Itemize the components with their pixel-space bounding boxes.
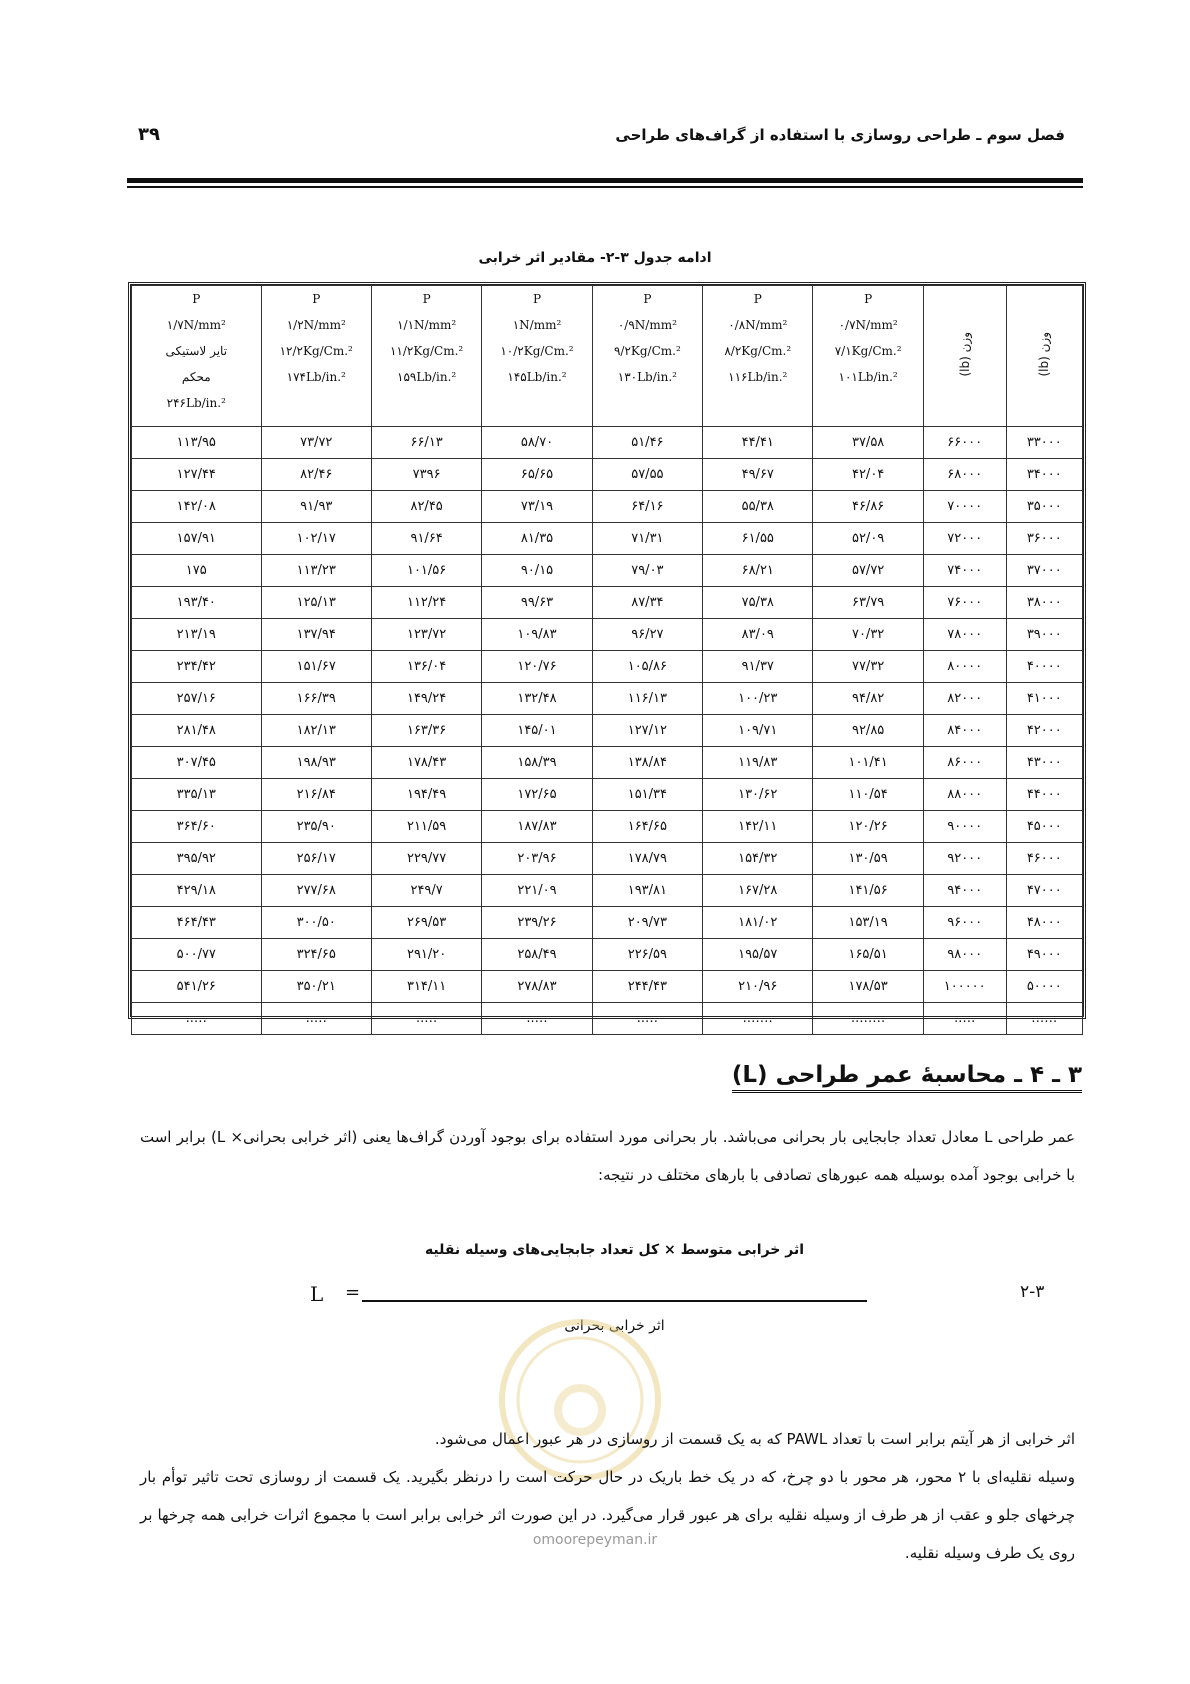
table-cell: ۴۵۰۰۰ xyxy=(1006,811,1082,843)
table-cell: …… xyxy=(1006,1003,1082,1035)
table-cell: ۳۳۰۰۰ xyxy=(1006,427,1082,459)
column-header-line: ۱/۲N/mm² xyxy=(286,318,346,332)
table-cell: ۱۲۳/۷۲ xyxy=(371,619,481,651)
table-row xyxy=(132,843,1083,875)
table-cell: ….. xyxy=(482,1003,592,1035)
table-row xyxy=(132,875,1083,907)
column-header-line: ۰/۹N/mm² xyxy=(617,318,677,332)
table-cell: ۷۳/۷۲ xyxy=(261,427,371,459)
table-cell: ۱۶۷/۲۸ xyxy=(703,875,813,907)
column-header-line: ۱۴۵Lb/in.² xyxy=(507,370,567,384)
column-header-line: تایر لاستیکی xyxy=(165,344,228,358)
table-cell: ۱۰۰/۲۳ xyxy=(703,683,813,715)
column-header-line: ۱۱/۲Kg/Cm.² xyxy=(389,344,464,358)
table-row xyxy=(132,811,1083,843)
table-cell: ۴۶۰۰۰ xyxy=(1006,843,1082,875)
column-header-line: P xyxy=(643,292,652,306)
table-cell: ۵۸/۷۰ xyxy=(482,427,592,459)
table-row xyxy=(132,1003,1083,1035)
table-row xyxy=(132,491,1083,523)
table-cell: ۴۹/۶۷ xyxy=(703,459,813,491)
paragraph-intro: عمر طراحی L معادل تعداد جابجایی بار بحرانی می‌باشد. بار بحرانی مورد استفاده برای بوجود آوردن گراف‌ها یعنی (اثر خرابی بحرانی× L) برابر است با خرابی بوجود آمده بوسیله همه عبورهای تصادفی با بارهای مختلف در نتیجه: xyxy=(140,1128,1075,1184)
table-cell: ۱۴۲/۱۱ xyxy=(703,811,813,843)
table-cell: ۱۹۵/۵۷ xyxy=(703,939,813,971)
equation-lhs: L xyxy=(310,1282,324,1306)
column-header-line: P xyxy=(192,292,201,306)
table-cell: ۱۵۷/۹۱ xyxy=(132,523,262,555)
table-cell: ۱۸۱/۰۲ xyxy=(703,907,813,939)
column-header xyxy=(371,286,481,427)
table-cell: ۳۵۰/۲۱ xyxy=(261,971,371,1003)
table-cell: ۵۷/۷۲ xyxy=(813,555,923,587)
table-cell: ۱۵۱/۳۴ xyxy=(592,779,702,811)
table-cell: ۲۰۹/۷۳ xyxy=(592,907,702,939)
table-cell: ۲۴۴/۴۳ xyxy=(592,971,702,1003)
table-cell: ۹۴/۸۲ xyxy=(813,683,923,715)
column-header-line: ۱۷۴Lb/in.² xyxy=(286,370,346,384)
table-cell: ۹۴۰۰۰ xyxy=(923,875,1006,907)
table-cell: ۳۸۰۰۰ xyxy=(1006,587,1082,619)
table-cell: ۷۸۰۰۰ xyxy=(923,619,1006,651)
table-cell: ۲۲۶/۵۹ xyxy=(592,939,702,971)
table-cell: ۴۲۹/۱۸ xyxy=(132,875,262,907)
table-cell: ۴۱۰۰۰ xyxy=(1006,683,1082,715)
equation-number: ۲-۳ xyxy=(1020,1282,1045,1302)
table-cell: ۲۳۹/۲۶ xyxy=(482,907,592,939)
table-cell: ۲۱۱/۵۹ xyxy=(371,811,481,843)
table-cell: ۵۴۱/۲۶ xyxy=(132,971,262,1003)
column-header-line: ۰/۷N/mm² xyxy=(838,318,898,332)
table-cell: ۱۱۰/۵۴ xyxy=(813,779,923,811)
paragraph-vehicle: وسیله نقلیه‌ای با ۲ محور، هر محور با دو چرخ، که در یک خط باریک در حال حرکت است را درنظر بگیرید. یک قسمت از روسازی تحت تاثیر توأم بار چرخهای جلو و عقب از هر طرف از وسیله نقلیه برای هر عبور قرار می‌گیرد. در این صورت اثر خرابی برابر است با مجموع اثرات خرابی همه چرخها بر روی یک طرف وسیله نقلیه. xyxy=(140,1468,1075,1562)
table-cell: ۱۰۰۰۰۰ xyxy=(923,971,1006,1003)
table-row xyxy=(132,523,1083,555)
table-cell: ۹۱/۹۳ xyxy=(261,491,371,523)
table-cell: ۳۹۵/۹۲ xyxy=(132,843,262,875)
table-cell: ۷۳۹۶ xyxy=(371,459,481,491)
damage-table xyxy=(128,282,1086,1026)
column-header xyxy=(1006,286,1082,427)
column-header-line: محکم xyxy=(181,370,211,384)
table-cell: ۴۶/۸۶ xyxy=(813,491,923,523)
table-cell: ۱۲۷/۴۴ xyxy=(132,459,262,491)
table-cell: ۳۰۰/۵۰ xyxy=(261,907,371,939)
table-cell: ۸۸۰۰۰ xyxy=(923,779,1006,811)
table-cell: ۸۰۰۰۰ xyxy=(923,651,1006,683)
table-cell: ۳۶۴/۶۰ xyxy=(132,811,262,843)
table-cell: ۶۱/۵۵ xyxy=(703,523,813,555)
table-body xyxy=(132,427,1083,1035)
table-cell: ۶۶۰۰۰ xyxy=(923,427,1006,459)
table-cell: ۹۲۰۰۰ xyxy=(923,843,1006,875)
table-caption: ادامه جدول ۳-۲- مقادیر اثر خرابی xyxy=(478,250,712,266)
table-cell: ۴۴۰۰۰ xyxy=(1006,779,1082,811)
column-header-line: ۱۳۰Lb/in.² xyxy=(617,370,677,384)
table-cell: ۴۹۰۰۰ xyxy=(1006,939,1082,971)
table-cell: ۲۷۸/۸۳ xyxy=(482,971,592,1003)
table-cell: ۱۱۳/۹۵ xyxy=(132,427,262,459)
table-cell: ۱۳۰/۵۹ xyxy=(813,843,923,875)
table-cell: ۹۹/۶۳ xyxy=(482,587,592,619)
table-cell: ۱۶۳/۳۶ xyxy=(371,715,481,747)
table-cell: ۸۴۰۰۰ xyxy=(923,715,1006,747)
table-cell: ۱۲۰/۲۶ xyxy=(813,811,923,843)
table-cell: ۷۷/۳۲ xyxy=(813,651,923,683)
table-cell: ۲۵۷/۱۶ xyxy=(132,683,262,715)
column-header-line: ۹/۲Kg/Cm.² xyxy=(613,344,681,358)
column-header-line: P xyxy=(864,292,873,306)
table-cell: ۸۲/۴۵ xyxy=(371,491,481,523)
table-cell: ۴۸۰۰۰ xyxy=(1006,907,1082,939)
table-row xyxy=(132,971,1083,1003)
table-cell: ۷۹/۰۳ xyxy=(592,555,702,587)
table-cell: ۳۰۷/۴۵ xyxy=(132,747,262,779)
table-cell: ۷۶۰۰۰ xyxy=(923,587,1006,619)
table-cell: ۳۲۴/۶۵ xyxy=(261,939,371,971)
table-cell: ۲۲۹/۷۷ xyxy=(371,843,481,875)
column-header-line: ۰/۸N/mm² xyxy=(728,318,788,332)
table-cell: ۱۶۵/۵۱ xyxy=(813,939,923,971)
table-cell: ۹۱/۳۷ xyxy=(703,651,813,683)
table-row xyxy=(132,907,1083,939)
table-cell: ۲۸۱/۴۸ xyxy=(132,715,262,747)
table-cell: ۳۳۵/۱۳ xyxy=(132,779,262,811)
table-cell: ۵۷/۵۵ xyxy=(592,459,702,491)
table-row xyxy=(132,459,1083,491)
header-rule-thin xyxy=(127,186,1083,188)
table-header-row xyxy=(132,286,1083,427)
table-cell: ۲۶۹/۵۳ xyxy=(371,907,481,939)
column-header-line: ۷/۱Kg/Cm.² xyxy=(834,344,902,358)
table-cell: ۶۶/۱۳ xyxy=(371,427,481,459)
table-row xyxy=(132,619,1083,651)
table-cell: ۵۲/۰۹ xyxy=(813,523,923,555)
column-header xyxy=(261,286,371,427)
table-cell: ۱۷۸/۷۹ xyxy=(592,843,702,875)
column-header xyxy=(923,286,1006,427)
fraction-bar xyxy=(362,1300,867,1302)
table-cell: ۲۵۸/۴۹ xyxy=(482,939,592,971)
table-cell: ۲۵۶/۱۷ xyxy=(261,843,371,875)
table-row xyxy=(132,747,1083,779)
table-cell: ….. xyxy=(371,1003,481,1035)
table-cell: ۱۳۰/۶۲ xyxy=(703,779,813,811)
table-cell: ۶۸/۲۱ xyxy=(703,555,813,587)
column-header-label: وزن (lb) xyxy=(957,331,972,377)
table-cell: ۹۸۰۰۰ xyxy=(923,939,1006,971)
table-cell: ۳۵۰۰۰ xyxy=(1006,491,1082,523)
table-cell: ۸۲۰۰۰ xyxy=(923,683,1006,715)
table-cell: ۲۱۶/۸۴ xyxy=(261,779,371,811)
section-title: ۳ ـ ۴ ـ محاسبهٔ عمر طراحی (L) xyxy=(732,1062,1082,1093)
chapter-title: فصل سوم ـ طراحی روسازی با استفاده از گراف‌های طراحی xyxy=(615,126,1065,144)
table-cell: ۱۰۲/۱۷ xyxy=(261,523,371,555)
table-cell: ۷۵/۳۸ xyxy=(703,587,813,619)
table-row xyxy=(132,683,1083,715)
table-cell: ۱۰۵/۸۶ xyxy=(592,651,702,683)
table-cell: ۴۲/۰۴ xyxy=(813,459,923,491)
column-header xyxy=(703,286,813,427)
table-cell: ….. xyxy=(592,1003,702,1035)
table-cell: ۹۰۰۰۰ xyxy=(923,811,1006,843)
table-cell: ۴۴/۴۱ xyxy=(703,427,813,459)
table-cell: ۱۴۹/۲۴ xyxy=(371,683,481,715)
table-cell: ۱۵۱/۶۷ xyxy=(261,651,371,683)
table-cell: ……. xyxy=(703,1003,813,1035)
table-cell: ۱۴۲/۰۸ xyxy=(132,491,262,523)
table-cell: ۱۲۰/۷۶ xyxy=(482,651,592,683)
table-cell: ۶۴/۱۶ xyxy=(592,491,702,523)
table-cell: ۱۷۵ xyxy=(132,555,262,587)
table-cell: ….. xyxy=(132,1003,262,1035)
table-cell: ۱۹۳/۸۱ xyxy=(592,875,702,907)
table-cell: ۳۹۰۰۰ xyxy=(1006,619,1082,651)
table-cell: ۳۶۰۰۰ xyxy=(1006,523,1082,555)
table-cell: ۷۱/۳۱ xyxy=(592,523,702,555)
table-cell: ۷۰۰۰۰ xyxy=(923,491,1006,523)
table-cell: ۱۰۹/۸۳ xyxy=(482,619,592,651)
table-cell: ۶۳/۷۹ xyxy=(813,587,923,619)
table-cell: ۲۳۴/۴۲ xyxy=(132,651,262,683)
table-cell: ۱۹۳/۴۰ xyxy=(132,587,262,619)
table-cell: ۸۷/۳۴ xyxy=(592,587,702,619)
table-cell: ۷۳/۱۹ xyxy=(482,491,592,523)
table-cell: ۸۳/۰۹ xyxy=(703,619,813,651)
table-cell: ۸۲/۴۶ xyxy=(261,459,371,491)
table-cell: ۵۰۰/۷۷ xyxy=(132,939,262,971)
table-cell: ۲۳۵/۹۰ xyxy=(261,811,371,843)
table-cell: ۱۰۱/۵۶ xyxy=(371,555,481,587)
column-header-line: ۲۴۶Lb/in.² xyxy=(166,396,226,410)
table-cell: ۴۶۴/۴۳ xyxy=(132,907,262,939)
column-header-line: ۸/۲Kg/Cm.² xyxy=(724,344,792,358)
table-cell: ۱۲۷/۱۲ xyxy=(592,715,702,747)
table-row xyxy=(132,939,1083,971)
table-cell: ۳۱۴/۱۱ xyxy=(371,971,481,1003)
table-cell: ۲۲۱/۰۹ xyxy=(482,875,592,907)
table-cell: ۱۰۱/۴۱ xyxy=(813,747,923,779)
table-cell: ۲۷۷/۶۸ xyxy=(261,875,371,907)
table-cell: ۱۶۶/۳۹ xyxy=(261,683,371,715)
table-row xyxy=(132,555,1083,587)
table-cell: ۱۳۶/۰۴ xyxy=(371,651,481,683)
column-header-line: ۱۱۶Lb/in.² xyxy=(728,370,788,384)
table-row xyxy=(132,715,1083,747)
table-cell: ۲۴۹/۷ xyxy=(371,875,481,907)
table-cell: ۷۴۰۰۰ xyxy=(923,555,1006,587)
table-cell: ۴۳۰۰۰ xyxy=(1006,747,1082,779)
table-cell: ۱۷۸/۵۳ xyxy=(813,971,923,1003)
table-cell: ۷۲۰۰۰ xyxy=(923,523,1006,555)
column-header xyxy=(813,286,923,427)
column-header-line: ۱۰۱Lb/in.² xyxy=(838,370,898,384)
table-row xyxy=(132,587,1083,619)
table-cell: ۹۰/۱۵ xyxy=(482,555,592,587)
table-row xyxy=(132,779,1083,811)
column-header-line: P xyxy=(422,292,431,306)
table-cell: ۱۵۸/۳۹ xyxy=(482,747,592,779)
table-cell: ۶۸۰۰۰ xyxy=(923,459,1006,491)
header-rule xyxy=(127,178,1083,183)
table-cell: ۶۵/۶۵ xyxy=(482,459,592,491)
paragraph-pawl: اثر خرابی از هر آیتم برابر است با تعداد PAWL که به یک قسمت از روسازی در هر عبور اعمال می‌شود. xyxy=(434,1430,1075,1448)
table-cell: ۱۵۳/۱۹ xyxy=(813,907,923,939)
table-cell: ۱۶۴/۶۵ xyxy=(592,811,702,843)
column-header-line: ۱۵۹Lb/in.² xyxy=(397,370,457,384)
table-cell: ۹۶/۲۷ xyxy=(592,619,702,651)
equation-denominator: اثر خرابی بحرانی xyxy=(564,1318,665,1334)
table-cell: ۱۱۶/۱۳ xyxy=(592,683,702,715)
column-header-line: ۱/۱N/mm² xyxy=(397,318,457,332)
column-header-line: P xyxy=(312,292,321,306)
table-cell: ۱۷۲/۶۵ xyxy=(482,779,592,811)
table-cell: ۱۹۸/۹۳ xyxy=(261,747,371,779)
table-cell: ۸۶۰۰۰ xyxy=(923,747,1006,779)
table-cell: ۲۱۰/۹۶ xyxy=(703,971,813,1003)
column-header-line: P xyxy=(532,292,542,306)
table-cell: ۱۴۱/۵۶ xyxy=(813,875,923,907)
table-cell: ۲۹۱/۲۰ xyxy=(371,939,481,971)
table-cell: ۲۱۳/۱۹ xyxy=(132,619,262,651)
table-cell: …….. xyxy=(813,1003,923,1035)
table-cell: ۸۱/۳۵ xyxy=(482,523,592,555)
table-cell: ۱۲۵/۱۳ xyxy=(261,587,371,619)
table-cell: ۱۳۷/۹۴ xyxy=(261,619,371,651)
table-cell: ۷۰/۳۲ xyxy=(813,619,923,651)
table-cell: ۱۸۷/۸۳ xyxy=(482,811,592,843)
table-cell: ۵۵/۳۸ xyxy=(703,491,813,523)
table-cell: ۱۱۳/۲۳ xyxy=(261,555,371,587)
table-cell: ۹۲/۸۵ xyxy=(813,715,923,747)
column-header xyxy=(592,286,702,427)
column-header-line: ۱/۷N/mm² xyxy=(166,318,226,332)
table-cell: ۹۱/۶۴ xyxy=(371,523,481,555)
table-cell: ۴۰۰۰۰ xyxy=(1006,651,1082,683)
watermark-site: omoorepeyman.ir xyxy=(532,1532,658,1548)
table-cell: ۱۰۹/۷۱ xyxy=(703,715,813,747)
table-cell: ….. xyxy=(261,1003,371,1035)
table-cell: ۳۷۰۰۰ xyxy=(1006,555,1082,587)
table-row xyxy=(132,651,1083,683)
table-cell: ۱۸۲/۱۳ xyxy=(261,715,371,747)
table-cell: ۵۱/۴۶ xyxy=(592,427,702,459)
table-cell: ۴۷۰۰۰ xyxy=(1006,875,1082,907)
table-cell: ۱۴۵/۰۱ xyxy=(482,715,592,747)
table-cell: ۱۱۲/۲۴ xyxy=(371,587,481,619)
table-cell: ۱۳۸/۸۴ xyxy=(592,747,702,779)
table-cell: ۳۷/۵۸ xyxy=(813,427,923,459)
table-cell: ۱۹۴/۴۹ xyxy=(371,779,481,811)
equation-equals: = xyxy=(345,1282,361,1303)
page-number: ۳۹ xyxy=(138,124,160,145)
equation-numerator: اثر خرابی متوسط × کل تعداد جابجایی‌های وسیله نقلیه xyxy=(424,1242,805,1258)
table-cell: ۲۰۳/۹۶ xyxy=(482,843,592,875)
column-header-line: ۱N/mm² xyxy=(512,318,562,332)
column-header xyxy=(482,286,592,427)
column-header-label: وزن (lb) xyxy=(1037,331,1052,377)
table-cell: ۱۵۴/۳۲ xyxy=(703,843,813,875)
table-cell: ۹۶۰۰۰ xyxy=(923,907,1006,939)
table-cell: ۵۰۰۰۰ xyxy=(1006,971,1082,1003)
column-header-line: P xyxy=(753,292,762,306)
column-header-line: ۱۲/۲Kg/Cm.² xyxy=(279,344,353,358)
column-header xyxy=(132,286,262,427)
table-cell: ۴۲۰۰۰ xyxy=(1006,715,1082,747)
table-cell: ۱۳۲/۴۸ xyxy=(482,683,592,715)
table-row xyxy=(132,427,1083,459)
table-cell: ۱۱۹/۸۳ xyxy=(703,747,813,779)
column-header-line: ۱۰/۲Kg/Cm.² xyxy=(500,344,574,358)
table-cell: ۳۴۰۰۰ xyxy=(1006,459,1082,491)
table-cell: ….. xyxy=(923,1003,1006,1035)
table-cell: ۱۷۸/۴۳ xyxy=(371,747,481,779)
